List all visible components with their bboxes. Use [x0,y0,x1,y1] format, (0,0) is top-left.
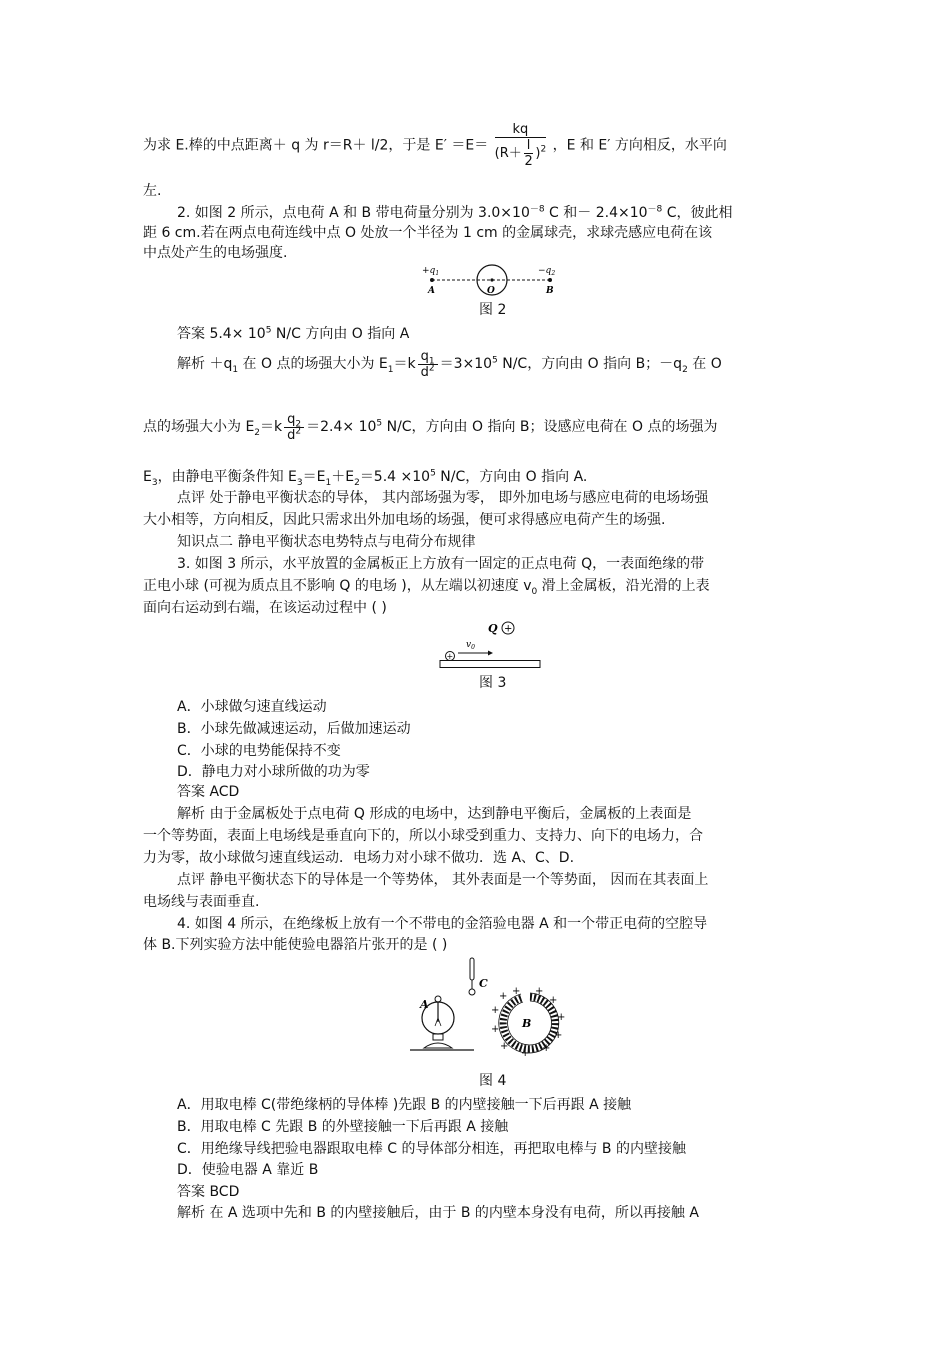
ex2-1-sub2: 1 [387,364,394,375]
label-a: A [428,286,435,296]
ex2-2-num: $q_2$ [284,412,304,428]
electroscope-neck [433,1034,443,1040]
cm3-line-1: 点评 静电平衡状态下的导体是一个等势体， 其外表面是一个等势面， 因而在其表面上 [177,872,709,888]
den-close: ) [535,146,541,161]
figure-2-caption: 图 2 [479,302,507,318]
arrow-head [488,651,493,656]
figure-4 [404,956,574,1068]
den-open: (R＋ [494,146,522,161]
p4-line-1: 4. 如图 4 所示，在绝缘板上放有一个不带电的金箔验电器 A 和一个带正电荷的空腔导 [177,916,708,932]
plus-1: + [512,986,521,997]
ex4-line-1: 解析 在 A 选项中先和 B 的内壁接触后，由于 B 的内壁本身没有电荷，所以再接触 A [177,1205,699,1221]
label-o: O [487,286,495,296]
plus-sign: + [504,623,513,635]
p2-exp1: －8 [529,204,545,215]
plus-2: + [535,986,544,997]
label-q1: $+q_1$ [422,266,440,277]
p3-line-3: 面向右运动到右端，在该运动过程中 ( ) [143,600,387,616]
ball-plus: + [446,652,454,661]
label-q: Q [488,622,498,635]
ex2-2-fraction [284,412,304,443]
ex2-2a: 点的场强大小为 E [143,419,255,435]
charge-b-dot [548,278,552,282]
center-o-dot [490,278,493,281]
ex2-2b: ＝k [260,419,283,435]
option-4d: D．使验电器 A 靠近 B [177,1162,319,1178]
cm2-line-2: 大小相等，方向相反，因此只需求出外加电场的场强，便可求得感应电荷产生的场强. [143,512,666,528]
ex2-1-fraction [418,349,438,380]
electroscope-base [424,1043,452,1048]
cm2-line-1: 点评 处于静电平衡状态的导体， 其内部场强为零， 即外加电场与感应电荷的电场场强 [177,490,709,506]
rod-c [469,958,488,995]
ex2-1-den: $d^2$ [420,363,435,380]
p2-exp2: －8 [647,204,663,215]
option-4b: B．用取电棒 C 先跟 B 的外壁接触一下后再跟 A 接触 [177,1119,509,1135]
ex3-line-3: 力为零，故小球做匀速直线运动．电场力对小球不做功．选 A、C、D. [143,850,575,866]
answer-3: 答案 ACD [177,784,240,800]
line-1 [143,122,727,169]
metal-plate [440,661,540,668]
ex3-line-1: 解析 由于金属板处于点电荷 Q 形成的电场中，达到静电平衡后，金属板的上表面是 [177,806,692,822]
cm3-line-2: 电场线与表面垂直. [143,894,260,910]
den-exp: 2 [540,144,547,155]
p2-line-1 [177,204,733,222]
knowledge-point-2: 知识点二 静电平衡状态电势特点与电荷分布规律 [177,534,476,550]
option-3d: D．静电力对小球所做的功为零 [177,764,370,780]
ex2-1c: ＝k [393,356,416,372]
label-b: B [546,286,554,296]
electroscope-a [419,996,454,1048]
rod-ball [469,989,475,995]
rod-handle [470,958,474,980]
p2-1a: 2. 如图 2 所示，点电荷 A 和 B 带电荷量分别为 3.0×10 [177,205,530,221]
label-a: A [420,998,429,1011]
ex2-2-sub: 2 [254,427,261,438]
label-b: B [522,1017,532,1030]
ex3-line-2: 一个等势面，表面上电场线是垂直向下的，所以小球受到重力、支持力、向下的电场力，合 [143,828,703,844]
plus-11: + [499,991,508,1002]
option-3a: A．小球做匀速直线运动 [177,699,327,715]
fraction-denominator [495,138,547,169]
plus-5: + [554,1030,563,1041]
plus-7: + [521,1048,530,1059]
line-2: 左. [143,183,162,199]
option-3c: C．小球的电势能保持不变 [177,743,341,759]
answer-4: 答案 BCD [177,1184,240,1200]
ex2-1-sub3: 2 [682,364,688,375]
p3-line-1: 3. 如图 3 所示，水平放置的金属板正上方放有一固定的正点电荷 Q，一表面绝缘的带 [177,556,705,572]
ex2-line-1 [177,347,722,381]
line-1-text-a: 为求 E.棒的中点距离＋ q 为 r＝R＋ l/2，于是 E′ ＝E＝ [143,137,489,154]
figure-4-caption: 图 4 [479,1073,507,1089]
figure-3-caption: 图 3 [479,675,507,691]
ex2-2d: N/C，方向由 O 指向 B；设感应电荷在 O 点的场强为 [382,419,718,435]
label-v0: $v_0$ [466,640,475,651]
option-3b: B．小球先做减速运动，后做加速运动 [177,721,411,737]
ans2-b: N/C 方向由 O 指向 A [271,326,410,342]
ans2-exp: 5 [265,325,272,336]
plus-9: + [491,1024,500,1035]
p2-line-3: 中点处产生的电场强度. [143,245,288,261]
option-4c: C．用绝缘导线把验电器跟取电棒 C 的导体部分相连，再把取电棒与 B 的内壁接触 [177,1141,686,1157]
ex2-2-den: $d^2$ [287,426,302,443]
inner-den: 2 [524,154,533,169]
ex2-line-2 [143,410,717,444]
fraction-kq [495,122,547,169]
p3-line-2: 正电小球 (可视为质点且不影响 Q 的电场 )，从左端以初速度 $v_0$ 滑上金属板，沿光滑的上表 [143,578,710,597]
label-q2: $-q_2$ [538,266,556,277]
inner-num: l [524,138,534,154]
inner-fraction [524,138,534,169]
ans2 [177,325,409,343]
ex2-2-exp: 5 [376,418,383,429]
ans2-a: 答案 5.4× 10 [177,326,266,342]
p2-line-2: 距 6 cm.若在两点电荷连线中点 O 处放一个半径为 1 cm 的金属球壳，求球壳感应电荷在该 [143,225,713,241]
p4-line-2: 体 B.下列实验方法中能使验电器箔片张开的是 ( ) [143,937,448,953]
plus-6: + [542,1043,551,1054]
electroscope-knob [435,996,441,1002]
ex2-1d: ＝3×10 [439,356,493,372]
charge-a-dot [430,278,434,282]
ex2-1-sub: 1 [232,364,239,375]
plus-4: + [557,1012,566,1023]
plus-10: + [491,1005,500,1016]
ex2-1a: 解析 ＋q [177,356,233,372]
hollow-conductor-b [491,986,565,1059]
plus-3: + [549,995,558,1006]
figure-2 [420,262,560,298]
ex2-1-exp: 5 [492,355,498,366]
ex2-1-num: $q_1$ [418,349,438,365]
option-4a: A．用取电棒 C(带绝缘柄的导体棒 )先跟 B 的内壁接触一下后再跟 A 接触 [177,1097,632,1113]
plus-8: + [500,1041,509,1052]
ex2-1b: 在 O 点的场强大小为 E [238,356,388,372]
line-1-text-b: ，E 和 E′ 方向相反，水平向 [552,137,727,154]
ex2-2c: ＝2.4× 10 [306,419,377,435]
label-c: C [479,977,488,990]
fraction-numerator: kq [495,122,547,138]
ex2-1e: N/C，方向由 O 指向 B；－q [497,356,683,372]
p2-1c: C，彼此相 [662,205,733,221]
p2-1b: C 和－ 2.4×10 [544,205,648,221]
ex2-line-3: $E_3$，由静电平衡条件知 $E_3=E_1+E_2=5.4 \times 10^5$ N/C，方向由 O 指向 A. [143,468,588,488]
ex2-1f: 在 O [687,356,722,372]
figure-3 [436,616,542,672]
